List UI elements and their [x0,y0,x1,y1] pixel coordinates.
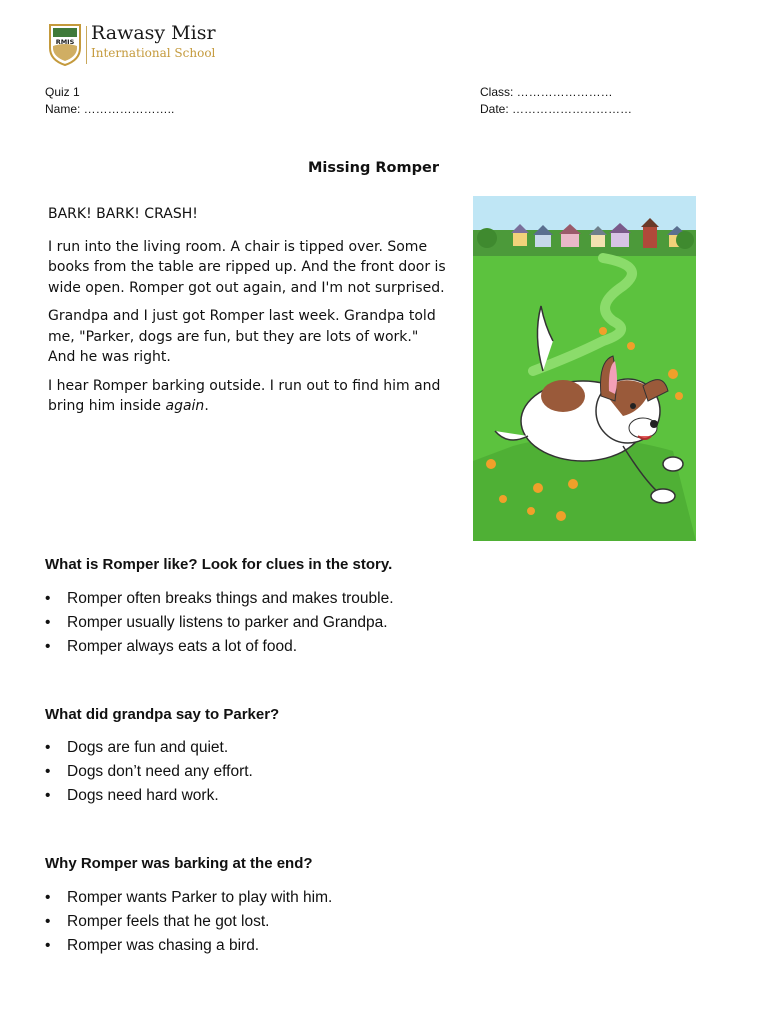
quiz-meta-right [480,84,632,118]
story-paragraph-2: Grandpa and I just got Romper last week. Grandpa told me, "Parker, dogs are fun, but they are lots of work." And he was right. [48,308,436,365]
question-1-option-1: • Romper often breaks things and makes trouble. [45,587,394,611]
question-1-option-2: • Romper usually listens to parker and Grandpa. [45,611,394,635]
question-1: What is Romper like? Look for clues in the story. [45,556,393,573]
question-3: Why Romper was barking at the end? [45,855,313,872]
question-3-option-1: • Romper wants Parker to play with him. [45,886,332,910]
question-1-option-3: • Romper always eats a lot of food. [45,635,394,659]
name-field: Name: ………………….. [45,102,175,116]
date-field: Date: ………………………… [480,102,633,116]
question-2-option-3: • Dogs need hard work. [45,784,253,808]
story-paragraph-3-end: . [204,398,209,414]
question-1-options [45,587,394,659]
story-title: Missing Romper [308,160,439,176]
question-2: What did grandpa say to Parker? [45,706,280,723]
class-field: Class: …………………… [480,85,613,99]
story-paragraph-1: I run into the living room. A chair is tipped over. Some books from the table are ripped up. And the front door is wide open. Romper got out again, and I'm not surprised. [48,238,446,296]
story-text [48,204,448,425]
running-dog-illustration [473,196,696,541]
question-2-option-2: • Dogs don’t need any effort. [45,760,253,784]
school-subtitle: International School [91,46,216,60]
story-paragraph-3-emphasis: again [165,398,205,414]
story-line1: BARK! BARK! CRASH! [48,206,198,222]
question-3-option-2: • Romper feels that he got lost. [45,910,332,934]
story-paragraph-3-text: I hear Romper barking outside. I run out to find him and bring him inside [48,377,441,414]
school-crest-icon [48,22,82,66]
svg-text:RMIS: RMIS [55,38,75,46]
school-name: Rawasy Misr [91,22,216,44]
question-3-options [45,886,332,958]
quiz-label: Quiz 1 [45,85,80,99]
logo-divider [86,26,87,64]
question-2-options [45,736,253,808]
question-3-option-3: • Romper was chasing a bird. [45,934,332,958]
story-paragraph-3 [48,376,448,417]
school-logo [48,22,238,70]
quiz-meta-left [45,84,174,118]
question-2-option-1: • Dogs are fun and quiet. [45,736,253,760]
